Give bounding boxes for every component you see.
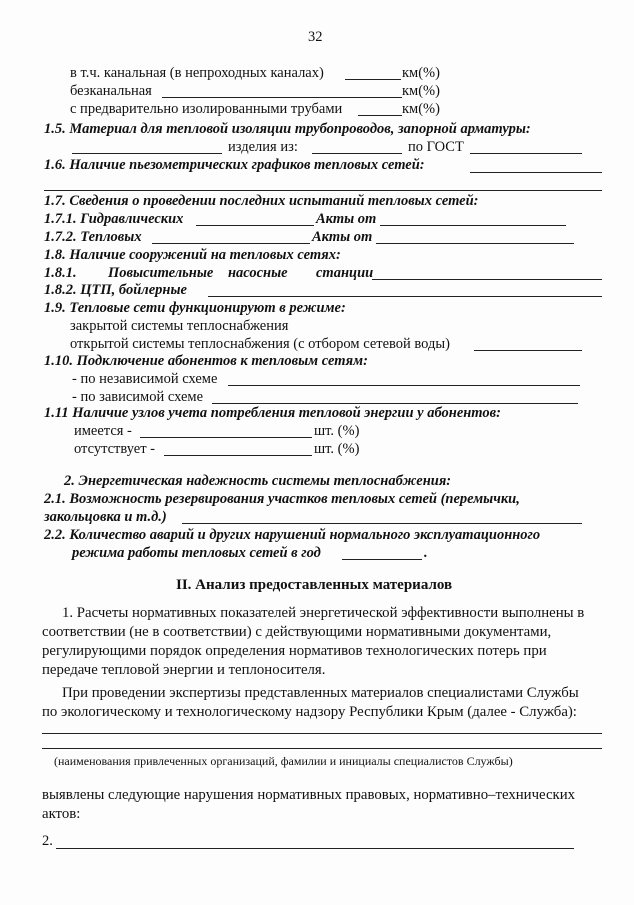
paragraph-line: 1. Расчеты нормативных показателей энергетической эффективности выполнены в xyxy=(62,605,585,621)
fill-line xyxy=(196,225,314,226)
text-line: имеется - xyxy=(74,423,132,439)
fill-line xyxy=(312,153,402,154)
text-line: Акты от xyxy=(316,211,377,227)
text-line: Акты от xyxy=(312,229,373,245)
fill-line xyxy=(44,190,602,191)
text-line: шт. (%) xyxy=(314,441,360,457)
paragraph-line: по экологическому и технологическому надзору Республики Крым (далее - Служба): xyxy=(42,704,577,720)
paragraph-line: регулирующими порядок определения нормативов технологических потерь при xyxy=(42,643,547,659)
section-heading: 1.5. Материал для тепловой изоляции трубопроводов, запорной арматуры: xyxy=(44,121,531,137)
text-line: закольцовка и т.д.) xyxy=(44,509,167,525)
fill-line xyxy=(372,279,602,280)
text-line: - по зависимой схеме xyxy=(72,389,204,405)
fill-line xyxy=(182,523,582,524)
fill-line xyxy=(56,848,574,849)
text-line: по ГОСТ xyxy=(408,139,464,155)
text-line: станции xyxy=(316,265,374,281)
text-line: отсутствует - xyxy=(74,441,155,457)
text-line: км(%) xyxy=(402,101,440,117)
fill-line xyxy=(140,437,312,438)
fill-line xyxy=(470,172,602,173)
section-heading: 1.10. Подключение абонентов к тепловым сетям: xyxy=(44,353,368,369)
paragraph-line: соответствии (не в соответствии) с действующими нормативными документами, xyxy=(42,624,552,640)
text-line: - по независимой схеме xyxy=(72,371,218,387)
fill-line xyxy=(358,115,402,116)
text-line: изделия из: xyxy=(228,139,298,155)
fill-line xyxy=(42,748,602,749)
section-heading: 1.7.1. Гидравлических xyxy=(44,211,184,227)
list-item-number: 2. xyxy=(42,833,53,849)
fill-line xyxy=(162,97,402,98)
text-line: шт. (%) xyxy=(314,423,360,439)
section-heading: 1.9. Тепловые сети функционируют в режиме: xyxy=(44,300,346,316)
text-line: км(%) xyxy=(402,83,440,99)
text-line: км(%) xyxy=(402,65,440,81)
paragraph-line: выявлены следующие нарушения нормативных правовых, нормативно–технических xyxy=(42,787,576,803)
section-heading: 1.7.2. Тепловых xyxy=(44,229,142,245)
fill-line xyxy=(164,455,312,456)
text-line: Повысительные xyxy=(108,265,214,281)
section-heading: 1.8. Наличие сооружений на тепловых сетях: xyxy=(44,247,341,263)
fill-line xyxy=(376,243,574,244)
text-line: насосные xyxy=(228,265,288,281)
text-line: режима работы тепловых сетей в год xyxy=(72,545,321,561)
fill-line xyxy=(228,385,580,386)
page-number: 32 xyxy=(308,29,323,45)
caption-note: (наименования привлеченных организаций, фамилии и инициалы специалистов Службы) xyxy=(54,754,513,768)
fill-line xyxy=(470,153,582,154)
text-line: закрытой системы теплоснабжения xyxy=(70,318,289,334)
section-heading: 2.1. Возможность резервирования участков тепловых сетей (перемычки, xyxy=(44,491,520,507)
paragraph-line: передаче тепловой энергии и теплоносителя. xyxy=(42,662,326,678)
fill-line xyxy=(380,225,566,226)
fill-line xyxy=(152,243,310,244)
text-line: с предварительно изолированными трубами xyxy=(70,101,343,117)
fill-line xyxy=(474,350,582,351)
paragraph-line: актов: xyxy=(42,806,81,822)
section-heading: 1.7. Сведения о проведении последних испытаний тепловых сетей: xyxy=(44,193,479,209)
section-heading: 2. Энергетическая надежность системы теплоснабжения: xyxy=(64,473,452,489)
paragraph-line: При проведении экспертизы представленных материалов специалистами Службы xyxy=(62,685,579,701)
fill-line xyxy=(345,79,401,80)
section-heading: 2.2. Количество аварий и других нарушений нормального эксплуатационного xyxy=(44,527,541,543)
text-line: безканальная xyxy=(70,83,152,99)
text-line: открытой системы теплоснабжения (с отбором сетевой воды) xyxy=(70,336,450,352)
fill-line xyxy=(42,733,602,734)
section-title: II. Анализ предоставленных материалов xyxy=(176,577,453,593)
fill-line xyxy=(72,153,222,154)
section-heading: 1.6. Наличие пьезометрических графиков тепловых сетей: xyxy=(44,157,425,173)
section-heading: 1.8.2. ЦТП, бойлерные xyxy=(44,282,187,298)
fill-line xyxy=(208,296,602,297)
fill-line xyxy=(342,559,422,560)
text-line: . xyxy=(424,545,428,561)
text-line: 1.8.1. xyxy=(44,265,77,281)
section-heading: 1.11 Наличие узлов учета потребления тепловой энергии у абонентов: xyxy=(44,405,501,421)
text-line: в т.ч. канальная (в непроходных каналах) xyxy=(70,65,324,81)
